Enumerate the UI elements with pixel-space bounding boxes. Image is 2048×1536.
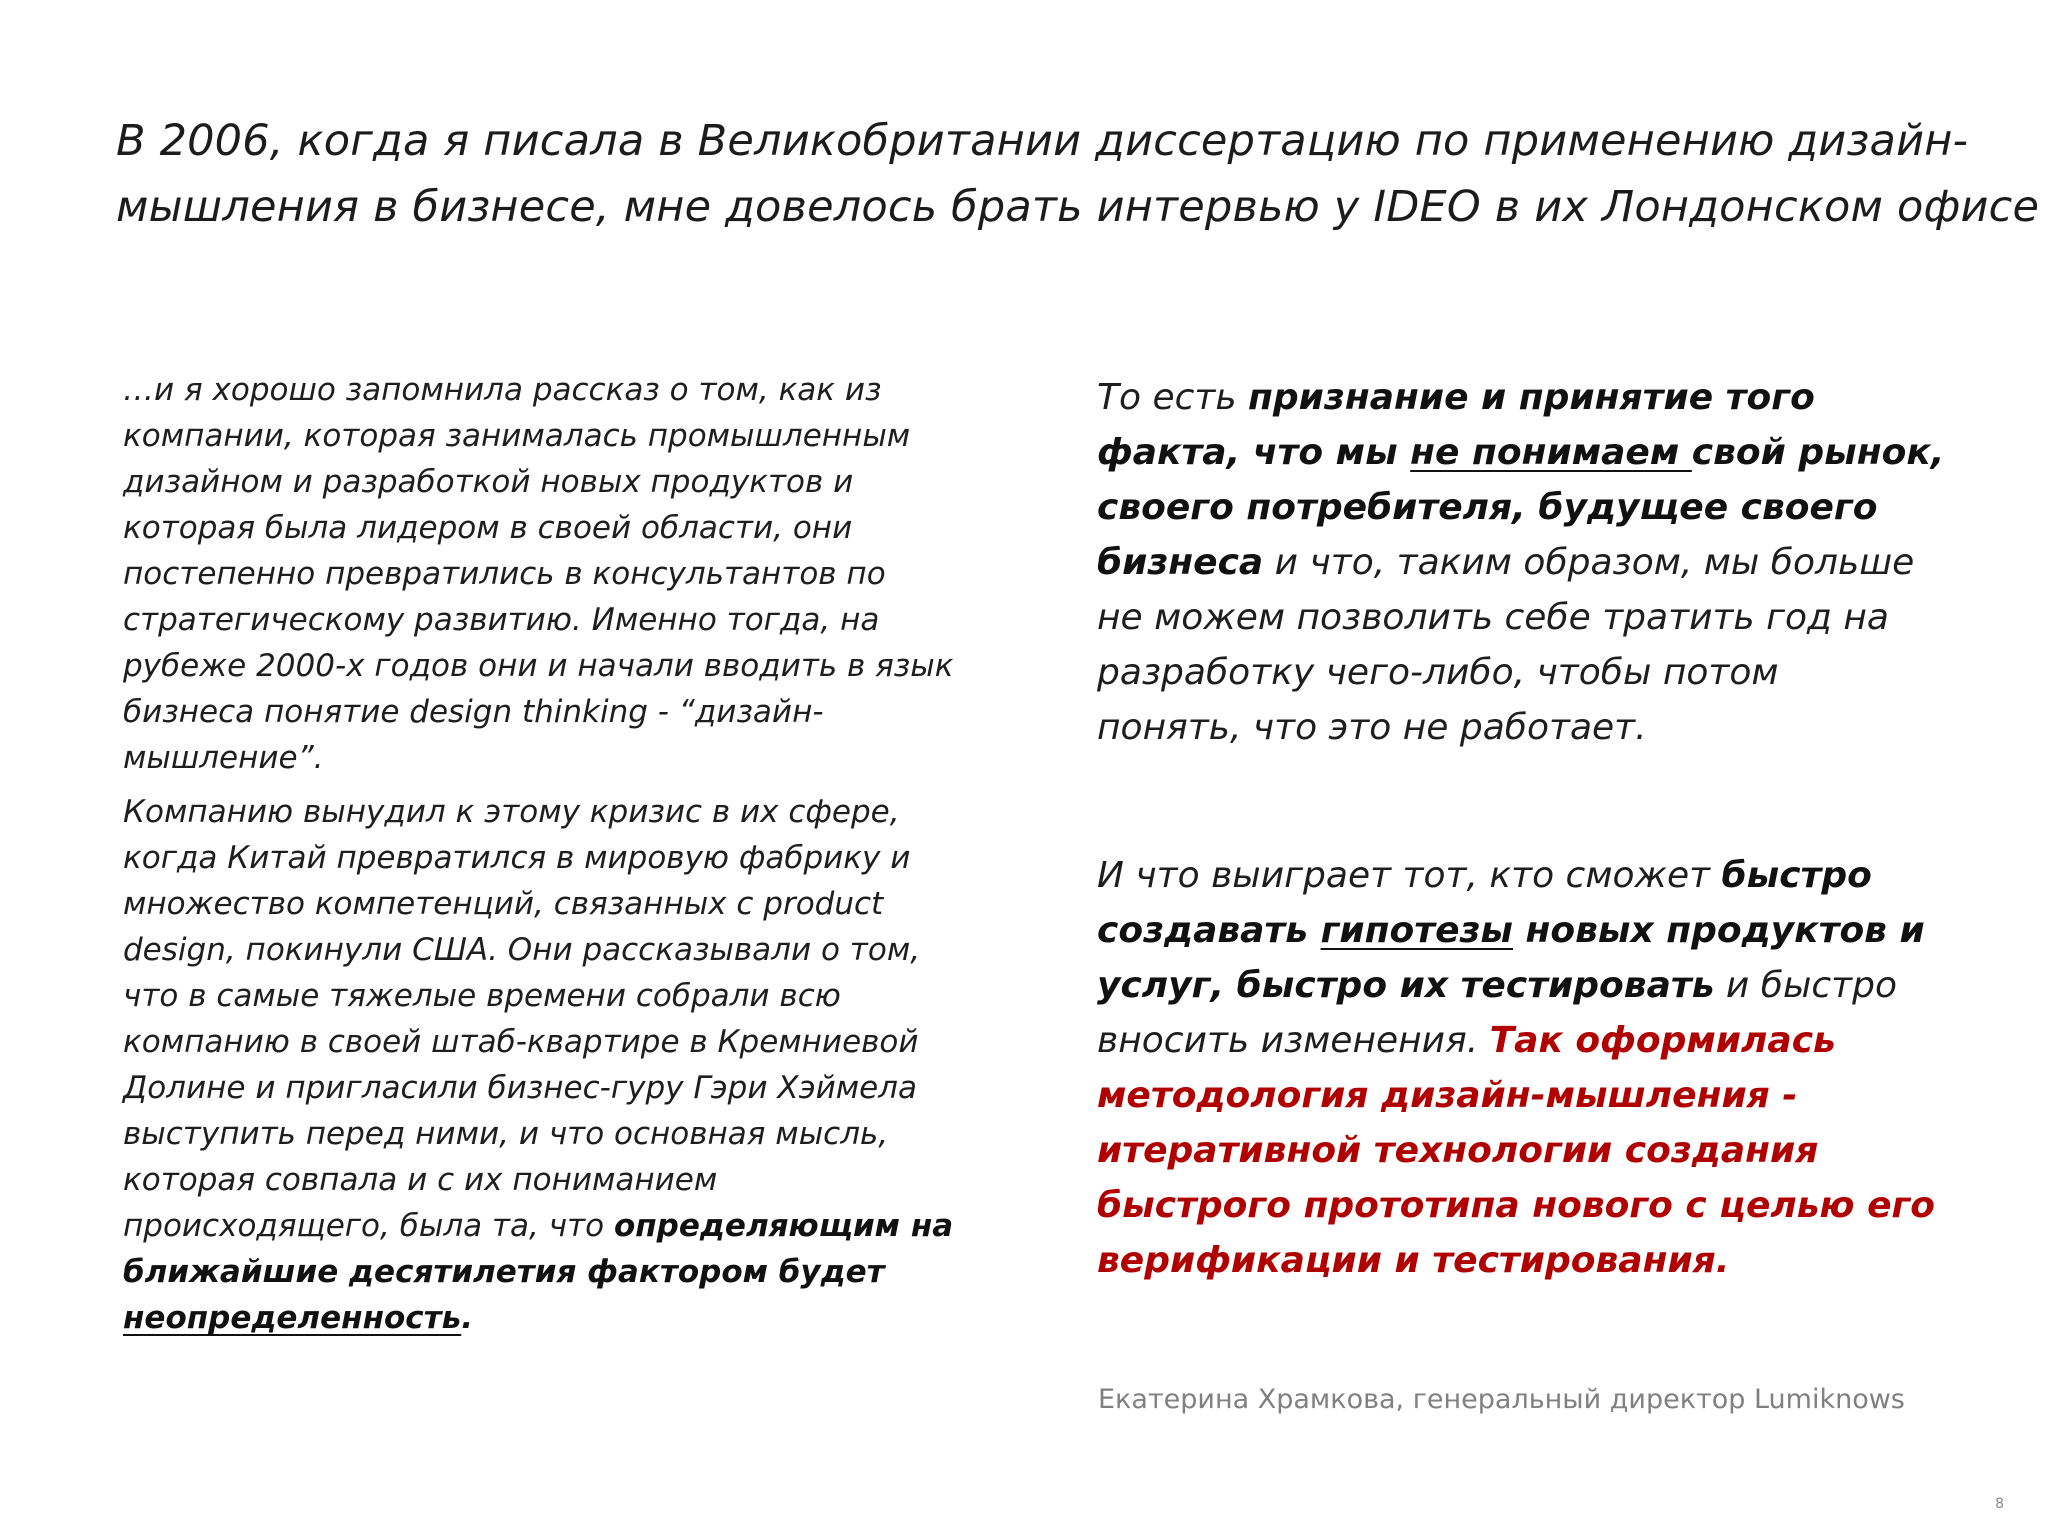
emphasis-text: .: [461, 1300, 474, 1336]
underlined-emphasis: гипотезы: [1320, 910, 1513, 951]
text-line: Компанию вынудил к этому кризис в их сфере,: [123, 794, 900, 830]
headline-line: В 2006, когда я писала в Великобритании диссертацию по применению дизайн-: [116, 116, 1969, 166]
red-emphasis: быстрого прототипа нового с целью его: [1097, 1185, 1936, 1226]
text-plain: То есть: [1097, 377, 1249, 418]
text-plain: И что выиграет тот, кто сможет: [1097, 855, 1722, 896]
emphasis-text: признание и принятие того: [1248, 377, 1815, 418]
emphasis-text: определяющим на: [613, 1208, 954, 1244]
underlined-emphasis: не понимаем: [1410, 432, 1692, 473]
text-line: [1097, 1178, 1957, 1233]
text-line: [1097, 1233, 1957, 1288]
text-line: [1097, 903, 1957, 958]
text-line: [1097, 480, 1957, 535]
text-plain: происходящего, была та, что: [123, 1208, 614, 1244]
text-line: стратегическому развитию. Именно тогда, на: [123, 602, 880, 638]
text-line: понять, что это не работает.: [1097, 707, 1647, 748]
emphasis-text: услуг, быстро их тестировать: [1097, 965, 1715, 1006]
text-line: Долине и пригласили бизнес-гуру Гэри Хэймела: [123, 1070, 917, 1106]
text-line: [123, 1249, 1003, 1295]
text-line: компании, которая занималась промышленным: [123, 418, 911, 454]
text-line: компанию в своей штаб-квартире в Кремниевой: [123, 1024, 919, 1060]
text-line: design, покинули США. Они рассказывали о том,: [123, 932, 921, 968]
text-plain: и что, таким образом, мы больше: [1263, 542, 1915, 583]
text-line: [123, 1203, 1003, 1249]
text-line: рубеже 2000-х годов они и начали вводить в язык: [123, 648, 954, 684]
paragraph-crisis: [123, 789, 1003, 1341]
text-line: [1097, 425, 1957, 480]
text-line: [1097, 1068, 1957, 1123]
text-line: [123, 1295, 1003, 1341]
text-line: мышление”.: [123, 740, 324, 776]
underlined-emphasis: неопределенность: [123, 1300, 462, 1336]
text-line: которая совпала и с их пониманием: [123, 1162, 718, 1198]
emphasis-text: бизнеса: [1097, 542, 1264, 583]
emphasis-text: факта, что мы: [1097, 432, 1411, 473]
text-line: …и я хорошо запомнила рассказ о том, как из: [123, 372, 882, 408]
text-line: [1097, 370, 1957, 425]
headline-line: мышления в бизнесе, мне довелось брать интервью у IDEO в их Лондонском офисе: [116, 182, 2040, 232]
text-plain: и быстро: [1714, 965, 1898, 1006]
emphasis-text: новых продуктов и: [1513, 910, 1925, 951]
text-line: что в самые тяжелые времени собрали всю: [123, 978, 841, 1014]
emphasis-text: ближайшие десятилетия фактором будет: [123, 1254, 885, 1290]
left-column-text: [123, 367, 1003, 1341]
paragraph-intro: [123, 367, 1003, 781]
red-emphasis: методология дизайн-мышления -: [1097, 1075, 1798, 1116]
text-line: бизнеса понятие design thinking - “дизайн-: [123, 694, 824, 730]
text-line: [1097, 958, 1957, 1013]
text-line: множество компетенций, связанных с product: [123, 886, 884, 922]
red-emphasis: Так оформилась: [1489, 1020, 1836, 1061]
text-line: которая была лидером в своей области, они: [123, 510, 853, 546]
text-line: постепенно превратились в консультантов по: [123, 556, 886, 592]
text-line: [1097, 1013, 1957, 1068]
text-line: [1097, 848, 1957, 903]
red-emphasis: итеративной технологии создания: [1097, 1130, 1819, 1171]
text-plain: вносить изменения.: [1097, 1020, 1490, 1061]
text-line: выступить перед ними, и что основная мысль,: [123, 1116, 889, 1152]
emphasis-text: свой рынок,: [1691, 432, 1945, 473]
red-emphasis: верификации и тестирования.: [1097, 1240, 1730, 1281]
quote-methodology: [1097, 848, 1957, 1288]
slide-headline: [116, 108, 2040, 240]
emphasis-text: создавать: [1097, 910, 1321, 951]
emphasis-text: своего потребителя, будущее своего: [1097, 487, 1878, 528]
page-number: 8: [1995, 1496, 2004, 1512]
text-line: [1097, 1123, 1957, 1178]
text-line: не можем позволить себе тратить год на: [1097, 597, 1889, 638]
text-line: разработку чего-либо, чтобы потом: [1097, 652, 1779, 693]
text-line: дизайном и разработкой новых продуктов и: [123, 464, 854, 500]
text-line: когда Китай превратился в мировую фабрику и: [123, 840, 911, 876]
emphasis-text: быстро: [1721, 855, 1872, 896]
quote-understanding: [1097, 370, 1957, 755]
text-line: [1097, 535, 1957, 590]
author-attribution: Екатерина Храмкова, генеральный директор Lumiknows: [1098, 1384, 1905, 1415]
